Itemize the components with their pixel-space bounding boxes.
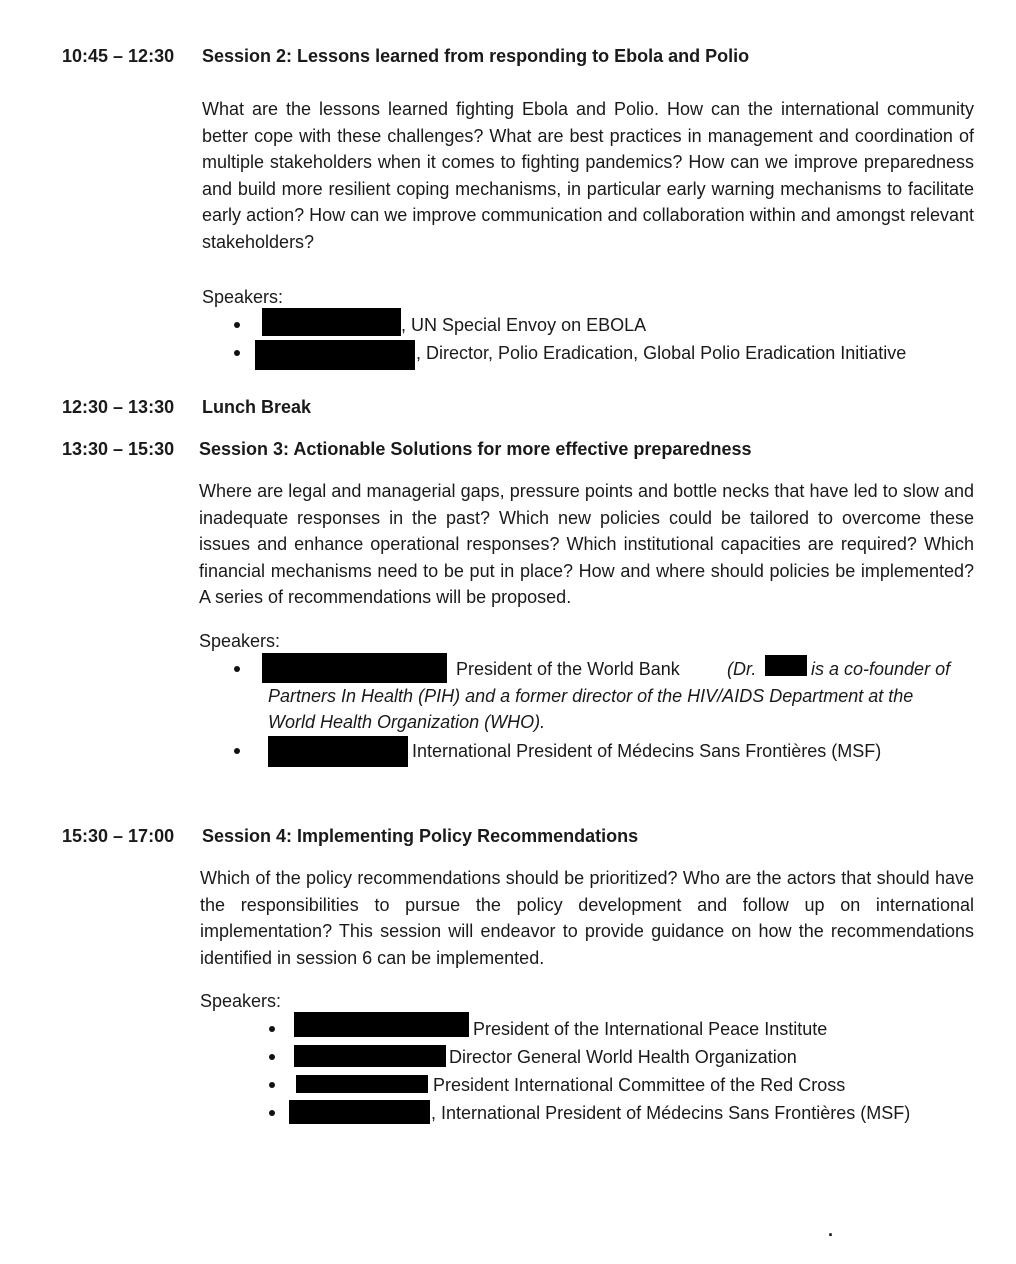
redaction-block	[289, 1100, 430, 1124]
redaction-block	[765, 655, 807, 676]
session4-time: 15:30 – 17:00	[62, 826, 175, 846]
session3-speakers-label: Speakers:	[199, 631, 281, 651]
session4-speaker-4: , International President of Médecins Sans Frontières (MSF)	[431, 1103, 911, 1123]
bullet-icon	[269, 1054, 275, 1060]
session4-title: Session 4: Implementing Policy Recommendations	[202, 826, 639, 846]
session4-speaker-1: President of the International Peace Institute	[473, 1019, 828, 1039]
session3-speaker-1-note-line2: Partners In Health (PIH) and a former director of the HIV/AIDS Department at the	[268, 686, 914, 706]
lunch-time: 12:30 – 13:30	[62, 397, 175, 417]
bullet-icon	[269, 1110, 275, 1116]
session4-speaker-3: President International Committee of the Red Cross	[433, 1075, 846, 1095]
session2-speaker-2: , Director, Polio Eradication, Global Polio Eradication Initiative	[416, 343, 907, 363]
bullet-icon	[269, 1082, 275, 1088]
bullet-icon	[234, 350, 240, 356]
session3-speaker-1-role: President of the World Bank	[456, 659, 680, 679]
session4-speaker-2: Director General World Health Organization	[449, 1047, 797, 1067]
session2-description: What are the lessons learned fighting Ebola and Polio. How can the international community better cope with these challenges? What are best practices in management and coordination of multiple stakeholders when it comes to fighting pandemics? How can we improve preparedness and build more resilient coping mechanisms, in particular early warning mechanisms to facilitate early action? How can we improve communication and collaboration within and amongst relevant stakeholders?	[202, 99, 974, 252]
bullet-icon	[234, 666, 240, 672]
bullet-icon	[269, 1026, 275, 1032]
redaction-block	[294, 1012, 469, 1037]
bullet-icon	[234, 748, 240, 754]
redaction-block	[268, 736, 408, 767]
redaction-block	[296, 1075, 428, 1093]
session3-title: Session 3: Actionable Solutions for more effective preparedness	[199, 439, 752, 459]
session2-speakers-label: Speakers:	[202, 287, 284, 307]
session3-time: 13:30 – 15:30	[62, 439, 175, 459]
session3-speaker-2: International President of Médecins Sans Frontières (MSF)	[412, 741, 882, 761]
redaction-block	[262, 308, 401, 336]
footer-mark: .	[828, 1220, 834, 1240]
redaction-block	[262, 653, 447, 683]
bullet-icon	[234, 322, 240, 328]
session3-speaker-1-note-rest: is a co-founder of	[811, 659, 951, 679]
session4-description: Which of the policy recommendations should be prioritized? Who are the actors that should have the responsibilities to pursue the policy development and follow up on international implementation? This session will endeavor to provide guidance on how the recommendations identified in session 6 can be implemented.	[200, 868, 974, 968]
session3-speaker-1-note-line3: World Health Organization (WHO).	[268, 712, 546, 732]
session3-description: Where are legal and managerial gaps, pressure points and bottle necks that have led to slow and inadequate responses in the past? Which new policies could be tailored to overcome these issues and enhance operational responses? Which institutional capacities are required? Which financial mechanisms need to be put in place? How and where should policies be implemented? A series of recommendations will be proposed.	[199, 481, 974, 608]
lunch-title: Lunch Break	[202, 397, 312, 417]
redaction-block	[294, 1045, 446, 1067]
session4-speakers-label: Speakers:	[200, 991, 282, 1011]
session2-speaker-1: , UN Special Envoy on EBOLA	[401, 315, 647, 335]
session2-title: Session 2: Lessons learned from responding to Ebola and Polio	[202, 46, 750, 66]
redaction-block	[255, 340, 415, 370]
session2-time: 10:45 – 12:30	[62, 46, 175, 66]
session3-speaker-1-note-open: (Dr.	[727, 659, 757, 679]
